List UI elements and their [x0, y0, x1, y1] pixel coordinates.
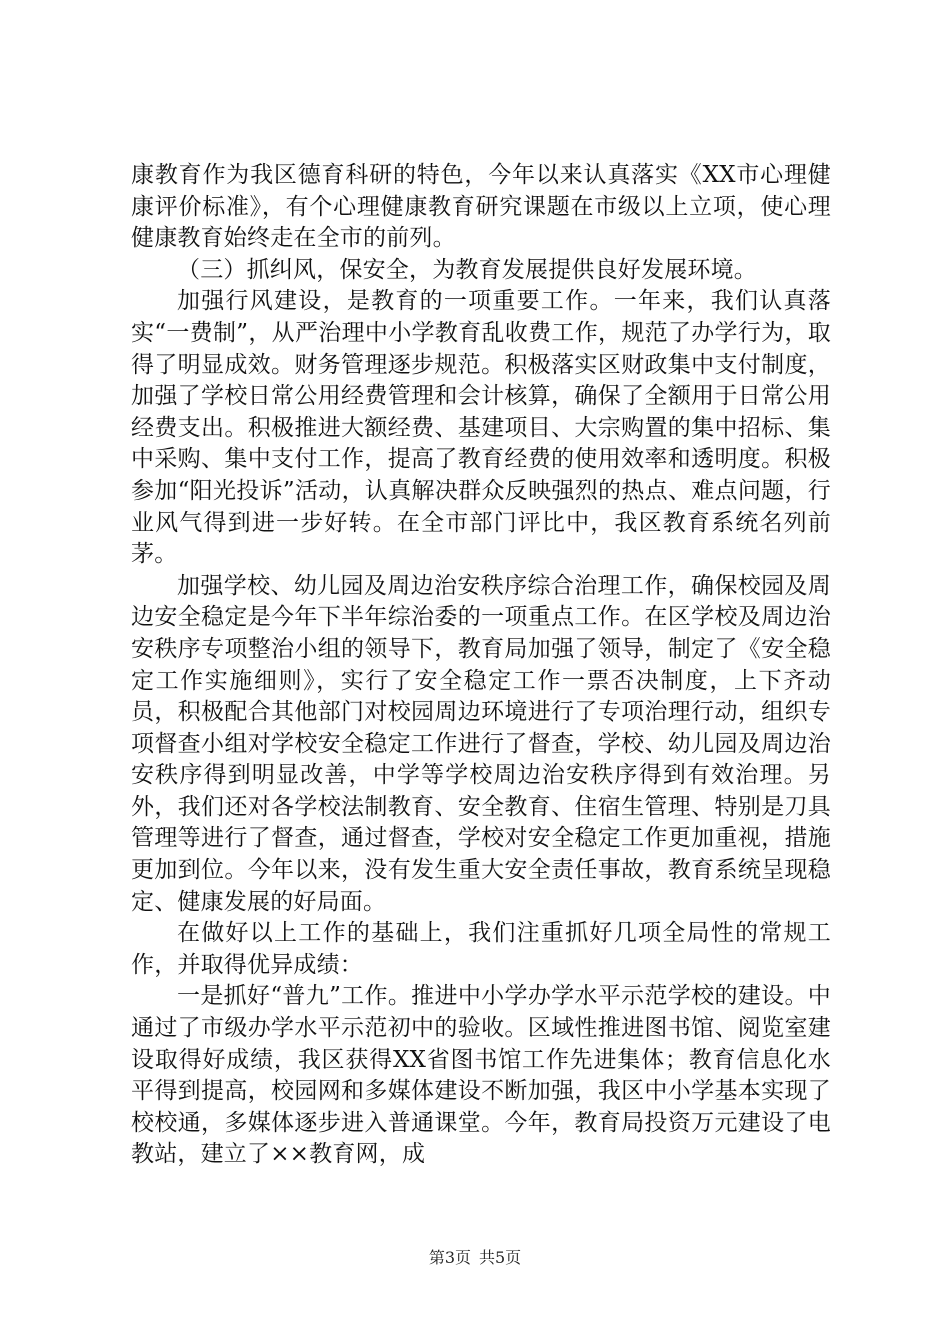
document-body: [131, 160, 831, 1171]
paragraph: 在做好以上工作的基础上，我们注重抓好几项全局性的常规工作，并取得优异成绩：: [131, 920, 831, 978]
page-total: 共5页: [479, 1248, 522, 1267]
paragraph: 加强行风建设，是教育的一项重要工作。一年来，我们认真落实“一费制”，从严治理中小学教育乱收费工作，规范了办学行为，取得了明显成效。财务管理逐步规范。积极落实区财政集中支付制度，加强了学校日常公用经费管理和会计核算，确保了全额用于日常公用经费支出。积极推进大额经费、基建项目、大宗购置的集中招标、集中采购、集中支付工作，提高了教育经费的使用效率和透明度。积极参加“阳光投诉”活动，认真解决群众反映强烈的热点、难点问题，行业风气得到进一步好转。在全市部门评比中，我区教育系统名列前茅。: [131, 288, 831, 568]
page-number: 第3页: [428, 1248, 471, 1267]
paragraph: 康教育作为我区德育科研的特色，今年以来认真落实《XX市心理健康评价标准》，有个心理健康教育研究课题在市级以上立项，使心理健康教育始终走在全市的前列。: [131, 162, 831, 252]
page-footer: [0, 1248, 950, 1268]
section-heading: （三）抓纠风，保安全，为教育发展提供良好发展环境。: [177, 256, 757, 283]
paragraph: 一是抓好“普九”工作。推进中小学办学水平示范学校的建设。中通过了市级办学水平示范初中的验收。区域性推进图书馆、阅览室建设取得好成绩，我区获得XX省图书馆工作先进集体；教育信息化水平得到提高，校园网和多媒体建设不断加强，我区中小学基本实现了校校通，多媒体逐步进入普通课堂。今年，教育局投资万元建设了电教站，建立了××教育网，成: [131, 983, 831, 1168]
paragraph: 加强学校、幼儿园及周边治安秩序综合治理工作，确保校园及周边安全稳定是今年下半年综治委的一项重点工作。在区学校及周边治安秩序专项整治小组的领导下，教育局加强了领导，制定了《安全稳定工作实施细则》，实行了安全稳定工作一票否决制度，上下齐动员，积极配合其他部门对校园周边环境进行了专项治理行动，组织专项督查小组对学校安全稳定工作进行了督查，学校、幼儿园及周边治安秩序得到明显改善，中学等学校周边治安秩序得到有效治理。另外，我们还对各学校法制教育、安全教育、住宿生管理、特别是刀具管理等进行了督查，通过督查，学校对安全稳定工作更加重视，措施更加到位。今年以来，没有发生重大安全责任事故，教育系统呈现稳定、健康发展的好局面。: [131, 572, 831, 915]
